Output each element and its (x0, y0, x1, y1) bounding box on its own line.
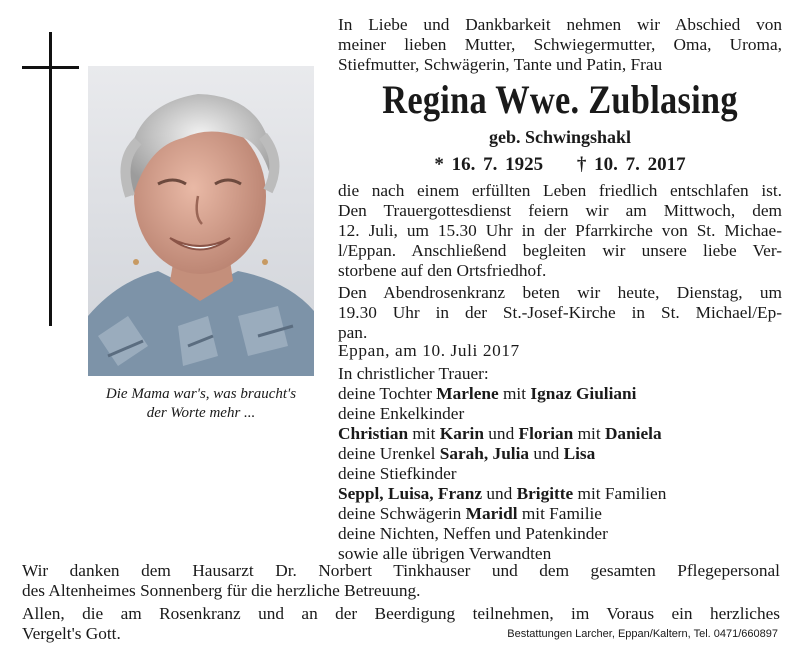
funeral-home-footer: Bestattungen Larcher, Eppan/Kaltern, Tel. 0471/660897 (507, 628, 778, 640)
text-line: l/Eppan. Anschließend begleiten wir unsere liebe Ver- (338, 241, 782, 260)
mourner-stepchildren: Seppl, Luisa, Franz und Brigitte mit Familien (338, 484, 667, 503)
mourner-great-grandchildren: deine Urenkel Sarah, Julia und Lisa (338, 444, 596, 463)
rosary-paragraph (338, 283, 782, 343)
text-line: die nach einem erfüllten Leben friedlich entschlafen ist. (338, 181, 782, 200)
cross-horizontal-bar (22, 66, 79, 69)
birth-date: * 16. 7. 1925 (434, 154, 544, 175)
death-date: † 10. 7. 2017 (576, 154, 686, 175)
stepchildren-label: deine Stiefkinder (338, 464, 457, 483)
text-line: 19.30 Uhr in der St.-Josef-Kirche in St. Michael/Ep- (338, 303, 782, 322)
text-line: Den Trauergottesdienst feiern wir am Mittwoch, dem (338, 201, 782, 220)
mourner-nieces: deine Nichten, Neffen und Patenkinder (338, 524, 608, 543)
mourner-grandchildren: Christian mit Karin und Florian mit Daniela (338, 424, 662, 443)
text-line: pan. (338, 323, 368, 342)
photo-caption (88, 385, 314, 423)
mourner-relatives: sowie alle übrigen Verwandten (338, 544, 552, 563)
caption-line: der Worte mehr ... (146, 405, 256, 421)
thanks-line: Vergelt's Gott. (22, 624, 121, 643)
thanks-line: des Altenheimes Sonnenberg für die herzliche Betreuung. (22, 581, 421, 600)
text-line: 12. Juli, um 15.30 Uhr in der Pfarrkirche von St. Michae- (338, 221, 782, 240)
intro-text (338, 15, 782, 75)
intro-line: Stiefmutter, Schwägerin, Tante und Patin, Frau (338, 55, 663, 74)
text-line: Den Abendrosenkranz beten wir heute, Dienstag, um (338, 283, 782, 302)
caption-line: Die Mama war's, was braucht's (105, 386, 297, 402)
deceased-name: Regina Wwe. Zublasing (382, 77, 738, 122)
thanks-line: Allen, die am Rosenkranz und an der Beerdigung teilnehmen, im Voraus ein herzliches (22, 604, 780, 623)
mourners-list (338, 364, 782, 564)
intro-line: In Liebe und Dankbarkeit nehmen wir Abschied von (338, 15, 782, 34)
thanks-line: Wir danken dem Hausarzt Dr. Norbert Tinkhauser und dem gesamten Pflegepersonal (22, 561, 780, 580)
intro-line: meiner lieben Mutter, Schwiegermutter, Oma, Uroma, (338, 35, 782, 54)
cross-vertical-bar (49, 32, 52, 326)
service-paragraph (338, 181, 782, 281)
mourner-sister-in-law: deine Schwägerin Maridl mit Familie (338, 504, 602, 523)
grandchildren-label: deine Enkelkinder (338, 404, 465, 423)
text-line: storbene auf den Ortsfriedhof. (338, 261, 547, 280)
place-date: Eppan, am 10. Juli 2017 (338, 341, 520, 360)
portrait-photo (88, 66, 314, 376)
mourners-intro: In christlicher Trauer: (338, 364, 489, 383)
mourner-daughter: deine Tochter Marlene mit Ignaz Giuliani (338, 384, 637, 403)
maiden-name: geb. Schwingshakl (488, 127, 632, 147)
life-dates (338, 153, 782, 177)
